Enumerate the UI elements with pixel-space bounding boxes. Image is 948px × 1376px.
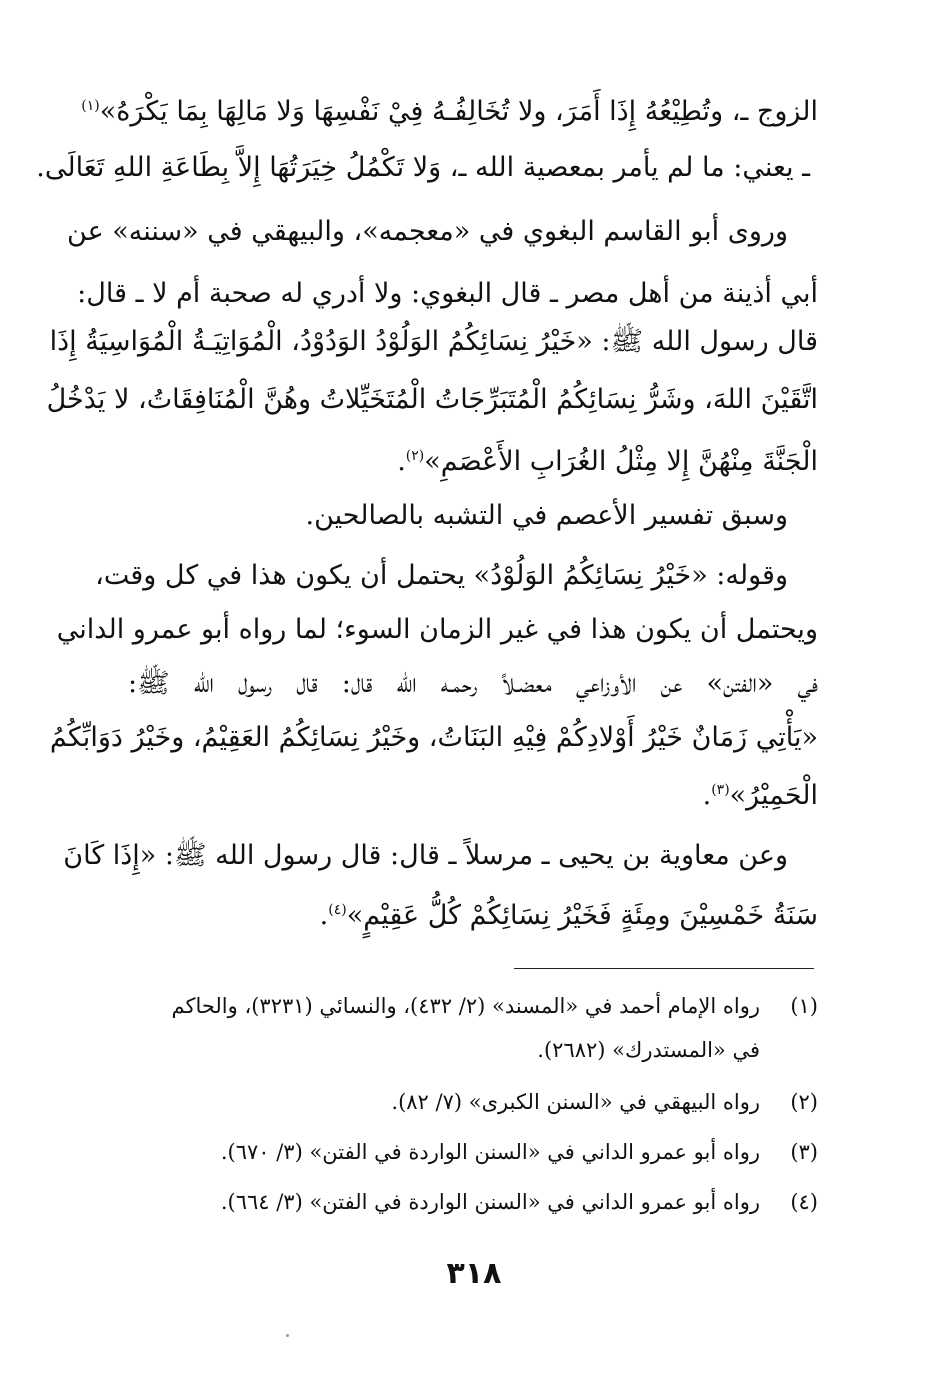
page-number: ٣١٨ xyxy=(446,1256,502,1291)
footnote-ref-4: (٤) xyxy=(328,902,347,918)
footnote-number: (١) xyxy=(790,994,818,1018)
footnote-text: رواه أبو عمرو الداني في «السنن الواردة في الفتن» (٣/ ٦٦٤). xyxy=(220,1190,760,1214)
body-line-7: الْجَنَّةَ مِنْهُنَّ إِلا مِثْلُ الغُرَابِ الأَعْصَمِ»$^{(٢)}$. xyxy=(397,446,818,477)
footnote-number: (٢) xyxy=(790,1090,818,1114)
footnote-ref-2: (٢) xyxy=(405,448,425,464)
body-line-12: «يَأْتِي زَمَانٌ خَيْرُ أَوْلادِكُمْ فِيْهِ البَنَاتُ، وخَيْرُ نِسَائِكُمُ العَقِيْمُ، وخَيْرُ دَوَابِّكُمُ xyxy=(49,722,818,753)
body-line-8: وسبق تفسير الأعصم في التشبه بالصالحين. xyxy=(305,500,788,531)
footnote-separator xyxy=(514,968,814,969)
footnote-1 xyxy=(128,990,818,1022)
footnote-1-continuation: في «المستدرك» (٢٦٨٢). xyxy=(537,1038,760,1062)
footnote-number: (٤) xyxy=(790,1190,818,1214)
body-line-13: الْحَمِيْرُ»$^{(٣)}$. xyxy=(702,780,818,811)
footnote-text: رواه الإمام أحمد في «المسند» (٢/ ٤٣٢)، والنسائي (٣٢٣١)، والحاكم xyxy=(171,994,760,1018)
footnote-ref-3: (٣) xyxy=(711,782,730,798)
body-line-2: ـ يعني: ما لم يأمر بمعصية الله ـ، وَلا تَكْمُلُ خِيَرَتُهَا إِلاَّ بِطَاعَةِ اللهِ تَعَالَى. xyxy=(36,152,810,183)
footnote-text: رواه البيهقي في «السنن الكبرى» (٧/ ٨٢). xyxy=(391,1090,760,1114)
body-line-11: في «الفتن» عن الأوزاعي معضـلاً رحمـه الله قال: قال رسول الله ﷺ: xyxy=(128,668,818,699)
footnote-ref-1: (١) xyxy=(81,98,100,114)
footnote-number: (٣) xyxy=(790,1140,818,1164)
body-line-5: قال رسول الله ﷺ: «خَيْرُ نِسَائِكُمُ الوَلُوْدُ الوَدُوْدُ، الْمُوَاتِيَـةُ الْمُوَاسِيَةُ إِذَا xyxy=(49,326,818,357)
body-line-6: اتَّقَيْنَ اللهَ، وشَرُّ نِسَائِكُمُ الْمُتَبَرِّجَاتُ الْمُتَخَيِّلاتُ وهُنَّ الْمُنَافِقَاتُ، لا يَدْخُلُ xyxy=(46,384,818,415)
footnote-2 xyxy=(128,1086,818,1118)
body-line-15: سَنَةُ خَمْسِيْنَ ومِئَةٍ فَخَيْرُ نِسَائِكُمْ كُلُّ عَقِيْمٍ»$^{(٤)}$. xyxy=(319,900,818,931)
footnote-4 xyxy=(128,1186,818,1218)
body-line-9: وقوله: «خَيْرُ نِسَائِكُمُ الوَلُوْدُ» يحتمل أن يكون هذا في كل وقت، xyxy=(95,560,788,591)
body-line-10: ويحتمل أن يكون هذا في غير الزمان السوء؛ لما رواه أبو عمرو الداني xyxy=(56,614,818,645)
footnote-text: رواه أبو عمرو الداني في «السنن الواردة في الفتن» (٣/ ٦٧٠). xyxy=(220,1140,760,1164)
footnote-3 xyxy=(128,1136,818,1168)
body-line-14: وعن معاوية بن يحيى ـ مرسلاً ـ قال: قال رسول الله ﷺ: «إِذَا كَانَ xyxy=(63,840,788,871)
body-line-1: الزوج ـ، وتُطِيْعُهُ إِذَا أَمَرَ، ولا تُخَالِفُـهُ فِيْ نَفْسِهَا وَلا مَالِهَا بِمَا يَكْرَهُ»$^{(١)}$ xyxy=(81,96,818,127)
body-line-4: أبي أذينة من أهل مصر ـ قال البغوي: ولا أدري له صحبة أم لا ـ قال: xyxy=(77,278,818,309)
body-line-3: وروى أبو القاسم البغوي في «معجمه»، والبيهقي في «سننه» عن xyxy=(67,216,788,247)
scan-speck xyxy=(286,1334,289,1337)
